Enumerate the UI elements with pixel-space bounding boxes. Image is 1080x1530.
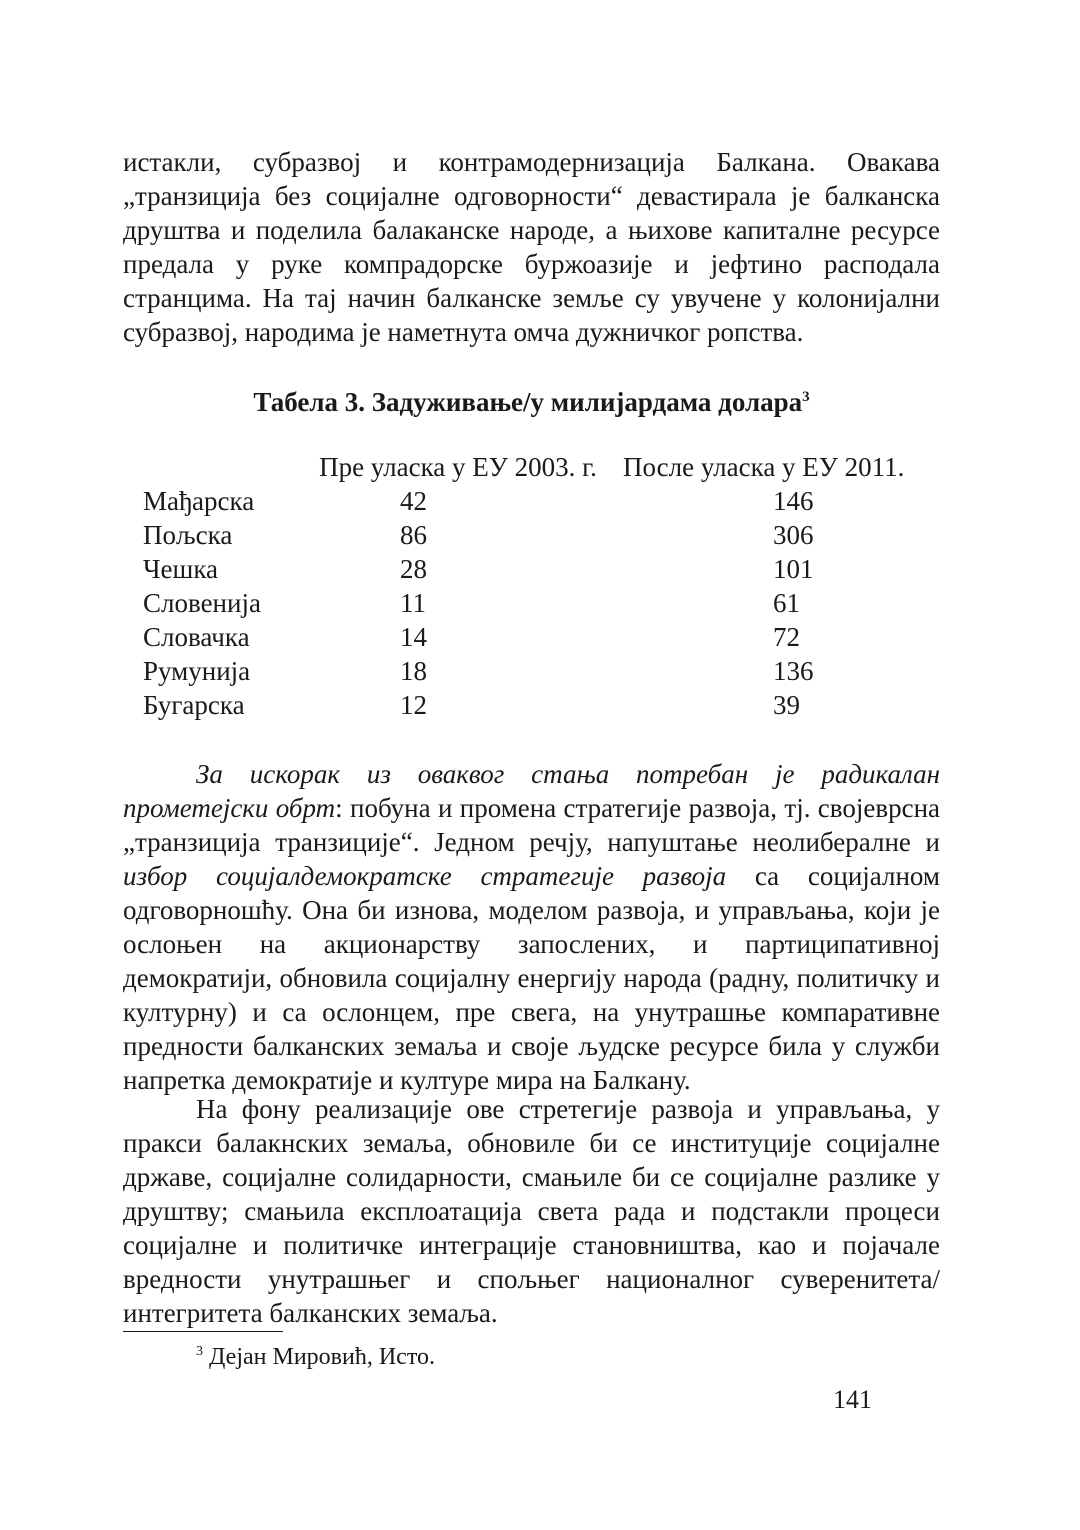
paragraph-2-text-1: : побуна и промена стратегије развоја, тј. својеврсна „транзиција транзиције“. Једном речју, напуштање неолибералне и bbox=[123, 793, 940, 857]
footnote-text: Дејан Мировић, Исто. bbox=[209, 1344, 435, 1370]
table-cell-before: 12 bbox=[400, 690, 427, 720]
table-header-before: Пре уласка у ЕУ 2003. г. bbox=[319, 452, 597, 482]
debt-table bbox=[143, 450, 953, 722]
footnote-number: 3 bbox=[196, 1344, 203, 1359]
table-cell-country: Словенија bbox=[143, 588, 261, 618]
table-cell-country: Румунија bbox=[143, 656, 251, 686]
table-cell-country: Чешка bbox=[143, 554, 219, 584]
table-row bbox=[143, 586, 953, 620]
table-cell-before: 42 bbox=[400, 486, 427, 516]
table-cell-after: 72 bbox=[773, 622, 800, 652]
table-row bbox=[143, 620, 953, 654]
table-title-text: Табела 3. Задуживање/у милијардама долара bbox=[253, 387, 803, 417]
paragraph-2-italic-1: За искорак из оваквог стања потребан је радикалан прометејски обрт bbox=[123, 759, 940, 823]
table-cell-country: Мађарска bbox=[143, 486, 255, 516]
paragraph-2 bbox=[123, 757, 940, 1097]
table-cell-before: 18 bbox=[400, 656, 427, 686]
table-row bbox=[143, 518, 953, 552]
table-header-country bbox=[143, 450, 293, 484]
table-cell-after: 39 bbox=[773, 690, 800, 720]
paragraph-3 bbox=[123, 1092, 940, 1330]
table-cell-country: Пољска bbox=[143, 520, 233, 550]
page-number: 141 bbox=[833, 1385, 872, 1414]
table-row bbox=[143, 654, 953, 688]
table-row bbox=[143, 484, 953, 518]
paragraph-3-text: На фону реализације ове стретегије развоја и управљања, у пракси балакнских земаља, обновиле би се институције социјалне државе, социјалне солидарности, смањиле би се социјалне разлике у друштву; смањила експлоатација света рада и подстакли процеси социјалне и политичке интеграције становништва, као и појачале вредности унутрашњег и спољњег националног суверенитета/интегритета балканских земаља. bbox=[123, 1094, 940, 1328]
table-cell-after: 136 bbox=[773, 656, 814, 686]
paragraph-2-italic-2: избор социјалдемократске стратегије развоја bbox=[123, 861, 727, 891]
table-cell-after: 101 bbox=[773, 554, 814, 584]
table-row bbox=[143, 552, 953, 586]
table-cell-before: 86 bbox=[400, 520, 427, 550]
table-cell-country: Бугарска bbox=[143, 690, 245, 720]
table-cell-country: Словачка bbox=[143, 622, 250, 652]
footnote-divider bbox=[123, 1331, 283, 1332]
paragraph-2-text bbox=[123, 757, 940, 1097]
table-cell-before: 11 bbox=[400, 588, 426, 618]
table-cell-before: 14 bbox=[400, 622, 427, 652]
table-header-row bbox=[143, 450, 953, 484]
table-cell-after: 146 bbox=[773, 486, 814, 516]
table-cell-after: 306 bbox=[773, 520, 814, 550]
table-cell-before: 28 bbox=[400, 554, 427, 584]
paragraph-top-text: истакли, субразвој и контрамодернизација Балкана. Овакава „транзиција без социјалне одговорности“ девастирала је балканска друштва и поделила балаканске народе, а њихове капиталне ресурсе предала у руке компрадорске буржоазије и јефтино расподала странцима. На тај начин балканске земље су увучене у колонијални субразвој, народима је наметнута омча дужничког ропства. bbox=[123, 147, 940, 347]
paragraph-2-text-2: са социјалном одговорношћу. Она би изнова, моделом развоја, и управљања, који је ослоњен на акционарству запослених, и партиципативној демократији, обновила социјалну енергију народа (радну, политичку и културну) и са ослонцем, пре свега, на унутрашње компаративне предности балканских земаља и своје људске ресурсе била у служби напретка демократије и културе мира на Балкану. bbox=[123, 861, 941, 1095]
table-row bbox=[143, 688, 953, 722]
table-cell-after: 61 bbox=[773, 588, 800, 618]
table-title-footnote-ref: 3 bbox=[802, 389, 810, 405]
paragraph-top bbox=[123, 145, 940, 349]
table-header-after: После уласка у ЕУ 2011. bbox=[623, 452, 905, 482]
table-title bbox=[123, 380, 940, 419]
footnote bbox=[196, 1336, 435, 1373]
